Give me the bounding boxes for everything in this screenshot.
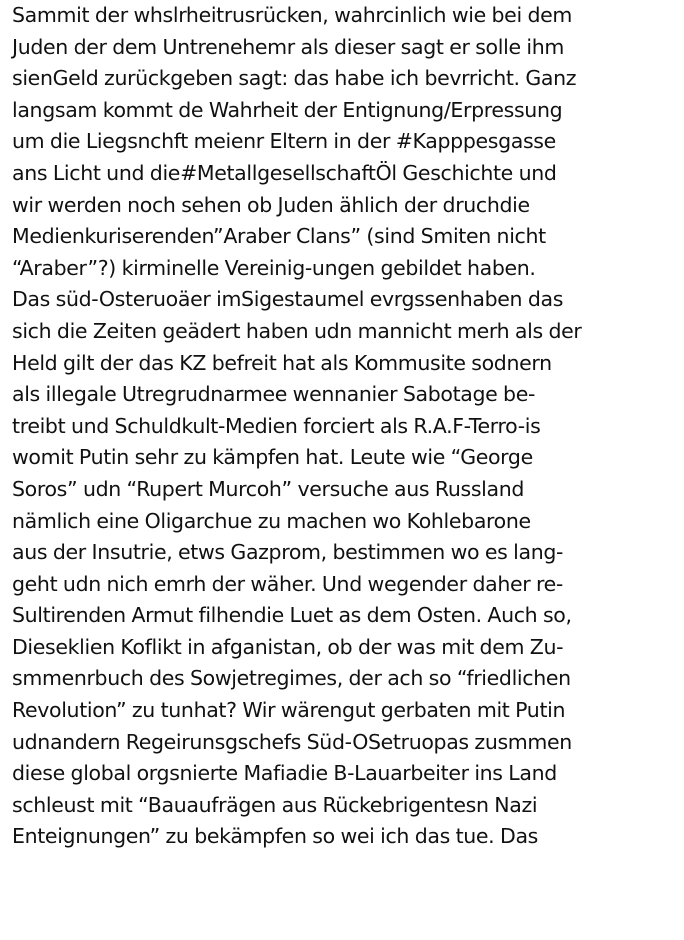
text-line-12: Held gilt der das KZ befreit hat als Kommusite sodnern: [12, 350, 552, 375]
text-line-23: Revolution” zu tunhat? Wir wärengut gerbaten mit Putin: [12, 698, 566, 723]
text-line-17: nämlich eine Oligarchue zu machen wo Kohlebarone: [12, 508, 531, 533]
text-line-3: sienGeld zurückgeben sagt: das habe ich bevrricht. Ganz: [12, 66, 577, 91]
text-line-16: Soros” udn “Rupert Murcoh” versuche aus Russland: [12, 476, 525, 501]
text-line-20: Sultirenden Armut filhendie Luet as dem Osten. Auch so,: [12, 603, 572, 628]
text-line-8: Medienkuriserenden”Araber Clans” (sind Smiten nicht: [12, 224, 546, 249]
body-text: [12, 0, 680, 853]
text-line-21: Dieseklien Koflikt in afganistan, ob der was mit dem Zu-: [12, 634, 564, 659]
text-line-6: ans Licht und die#MetallgesellschaftÖl Geschichte und: [12, 160, 557, 185]
text-line-5: um die Liegsnchft meienr Eltern in der #Kapppesgasse: [12, 129, 556, 154]
text-line-27: Enteignungen” zu bekämpfen so wei ich das tue. Das: [12, 824, 538, 849]
text-line-22: smmenrbuch des Sowjetregimes, der ach so “friedlichen: [12, 666, 571, 691]
text-line-19: geht udn nich emrh der wäher. Und wegender daher re-: [12, 571, 563, 596]
text-line-15: womit Putin sehr zu kämpfen hat. Leute wie “George: [12, 445, 533, 470]
text-line-24: udnandern Regeirunsgschefs Süd-OSetruopas zusmmen: [12, 729, 572, 754]
text-line-25: diese global orgsnierte Mafiadie B-Lauarbeiter ins Land: [12, 761, 557, 786]
text-line-2: Juden der dem Untrenehemr als dieser sagt er solle ihm: [12, 34, 564, 59]
text-line-9: “Araber”?) kirminelle Vereinig-ungen gebildet haben.: [12, 255, 536, 280]
text-line-26: schleust mit “Bauaufrägen aus Rückebrigentesn Nazi: [12, 792, 538, 817]
text-line-4: langsam kommt de Wahrheit der Entignung/Erpressung: [12, 97, 563, 122]
text-line-1: Sammit der whslrheitrusrücken, wahrcinlich wie bei dem: [12, 3, 572, 27]
text-line-11: sich die Zeiten geädert haben udn mannicht merh als der: [12, 318, 582, 343]
text-line-14: treibt und Schuldkult-Medien forciert als R.A.F-Terro-is: [12, 413, 541, 438]
text-line-7: wir werden noch sehen ob Juden ählich der druchdie: [12, 192, 530, 217]
text-line-18: aus der Insutrie, etws Gazprom, bestimmen wo es lang-: [12, 540, 564, 565]
text-line-10: Das süd-Osteruoäer imSigestaumel evrgssenhaben das: [12, 287, 564, 312]
text-line-13: als illegale Utregrudnarmee wennanier Sabotage be-: [12, 382, 536, 407]
